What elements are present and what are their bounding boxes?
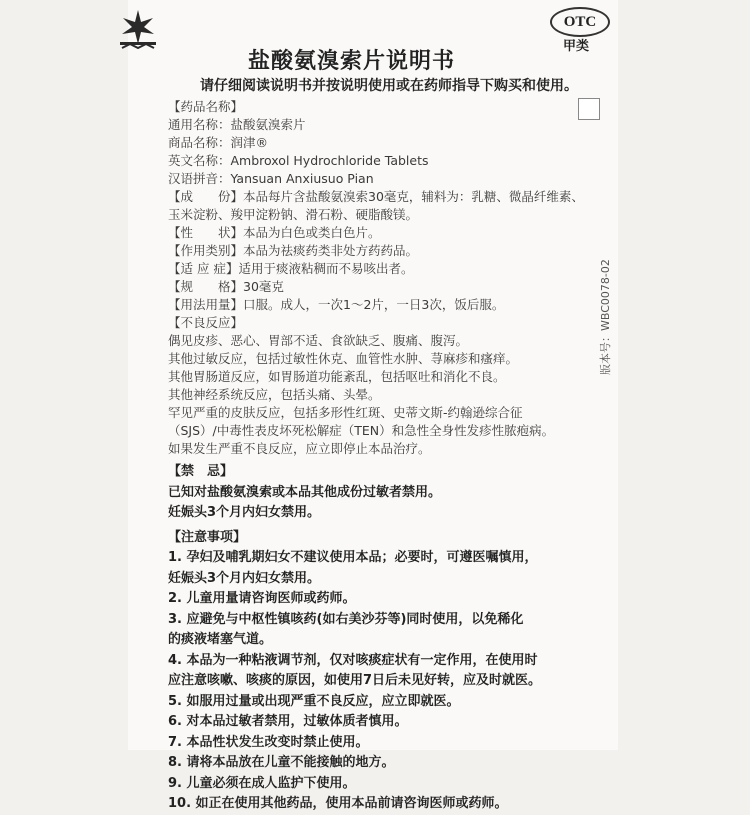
info-line: 如果发生严重不良反应，应立即停止本品治疗。 <box>168 441 431 456</box>
info-line: 【用法用量】口服。成人，一次1～2片，一日3次，饭后服。 <box>168 297 505 312</box>
page-title: 盐酸氨溴索片说明书 <box>248 49 456 74</box>
precaution-line: 4. 本品为一种粘液调节剂，仅对咳痰症状有一定作用，在使用时 <box>168 652 538 668</box>
precaution-line: 8. 请将本品放在儿童不能接触的地方。 <box>168 755 395 770</box>
contraindications-section <box>168 462 588 524</box>
precaution-line: 10. 如正在使用其他药品，使用本品前请咨询医师或药师。 <box>168 796 508 811</box>
precaution-line: 5. 如服用过量或出现严重不良反应，应立即就医。 <box>168 693 460 709</box>
otc-label: OTC <box>563 13 597 30</box>
precaution-line: 应注意咳嗽、咳痰的原因，如使用7日后未见好转，应及时就医。 <box>168 673 542 688</box>
version-code: 版本号：WBC0078-02 <box>599 259 612 375</box>
precaution-line: 1. 孕妇及哺乳期妇女不建议使用本品；必要时，可遵医嘱慎用， <box>168 550 538 565</box>
precautions-heading: 【注意事项】 <box>168 529 247 545</box>
info-line: 【适 应 症】适用于痰液粘稠而不易咳出者。 <box>168 261 414 276</box>
info-line: 【不良反应】 <box>168 315 244 330</box>
precaution-line: 3. 应避免与中枢性镇咳药(如右美沙芬等)同时使用，以免稀化 <box>168 611 524 627</box>
contra-line: 已知对盐酸氨溴索或本品其他成份过敏者禁用。 <box>168 484 442 500</box>
info-line: 其他胃肠道反应，如胃肠道功能紊乱，包括呕吐和消化不良。 <box>168 369 506 384</box>
info-line: 【性 状】本品为白色或类白色片。 <box>168 225 381 240</box>
precaution-line: 9. 儿童必须在成人监护下使用。 <box>168 775 356 791</box>
info-line: 偶见皮疹、恶心、胃部不适、食欲缺乏、腹痛、腹泻。 <box>168 333 469 348</box>
precaution-line: 7. 本品性状发生改变时禁止使用。 <box>168 734 369 750</box>
info-line: 【作用类别】本品为祛痰药类非处方药药品。 <box>168 243 419 258</box>
precaution-line: 妊娠头3个月内妇女禁用。 <box>168 570 321 586</box>
info-line: 【规 格】30毫克 <box>168 279 284 294</box>
info-line: 【药品名称】 <box>168 99 244 114</box>
info-line: 通用名称：盐酸氨溴索片 <box>168 117 306 132</box>
contra-heading: 【禁 忌】 <box>168 464 234 479</box>
otc-class-label: 甲类 <box>563 39 590 54</box>
info-line: （SJS）/中毒性表皮坏死松解症（TEN）和急性全身性发疹性脓疱病。 <box>168 423 555 438</box>
leaflet-body <box>168 98 588 815</box>
precautions-section <box>168 528 588 815</box>
page-subtitle: 请仔细阅读说明书并按说明使用或在药师指导下购买和使用。 <box>200 78 578 94</box>
info-line: 英文名称：Ambroxol Hydrochloride Tablets <box>168 153 429 168</box>
info-line: 罕见严重的皮肤反应，包括多形性红斑、史蒂文斯-约翰逊综合征 <box>168 405 523 420</box>
brand-logo-icon <box>116 8 160 52</box>
precaution-line: 的痰液堵塞气道。 <box>168 632 273 647</box>
precaution-line: 6. 对本品过敏者禁用，过敏体质者慎用。 <box>168 714 408 729</box>
info-line: 商品名称：润津® <box>168 135 269 150</box>
info-line: 汉语拼音：Yansuan Anxiusuo Pian <box>168 171 374 186</box>
drug-info-section <box>168 98 588 458</box>
info-line: 其他神经系统反应，包括头痛、头晕。 <box>168 387 381 402</box>
contra-line: 妊娠头3个月内妇女禁用。 <box>168 505 321 520</box>
precaution-line: 2. 儿童用量请咨询医师或药师。 <box>168 591 356 606</box>
info-line: 其他过敏反应，包括过敏性休克、血管性水肿、荨麻疹和瘙痒。 <box>168 351 519 366</box>
info-line: 玉米淀粉、羧甲淀粉钠、滑石粉、硬脂酸镁。 <box>168 207 419 222</box>
otc-badge <box>550 7 610 37</box>
info-line: 【成 份】本品每片含盐酸氨溴索30毫克，辅料为：乳糖、微晶纤维素、 <box>168 189 584 204</box>
